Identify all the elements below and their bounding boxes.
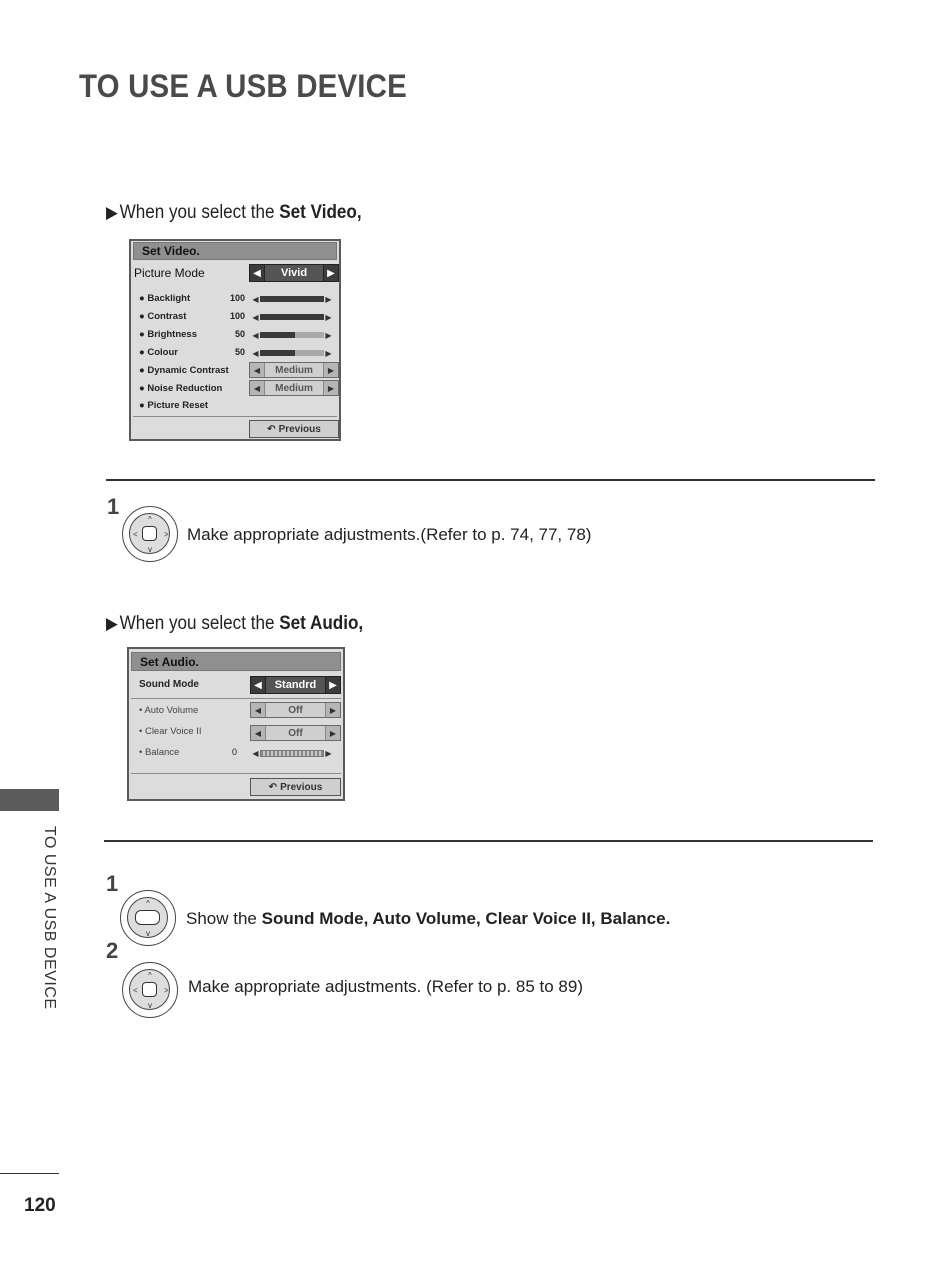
chapter-tab	[0, 789, 59, 811]
right-arrow-icon[interactable]: ▶	[325, 312, 332, 322]
set-audio-menu-title: Set Audio.	[131, 652, 341, 671]
picture-mode-label: Picture Mode	[134, 266, 205, 280]
previous-label: Previous	[280, 781, 323, 793]
right-arrow-icon[interactable]: ▶	[324, 363, 338, 377]
set-audio-step1-text	[186, 909, 670, 929]
clear-voice-label: • Clear Voice II	[139, 726, 202, 737]
sound-mode-label: Sound Mode	[139, 679, 199, 690]
left-arrow-icon[interactable]: ◀	[252, 294, 259, 304]
navigation-pad-icon: ^ v < >	[122, 962, 178, 1018]
balance-slider[interactable]	[251, 748, 333, 758]
set-audio-menu	[127, 647, 345, 801]
set-audio-heading-bold: Set Audio,	[279, 613, 364, 634]
auto-volume-value: Off	[265, 703, 326, 717]
section-divider	[106, 479, 875, 481]
left-arrow-icon[interactable]: ◀	[252, 348, 259, 358]
auto-volume-selector[interactable]	[250, 702, 341, 718]
return-icon: ↶	[267, 423, 276, 435]
navigation-pad-icon: ^ v < >	[122, 506, 178, 562]
set-video-menu-title: Set Video.	[133, 242, 337, 260]
brightness-label: ● Brightness	[139, 329, 197, 340]
previous-label: Previous	[278, 423, 321, 435]
chapter-side-label: TO USE A USB DEVICE	[41, 826, 58, 1010]
slider-fill	[260, 350, 295, 356]
picture-reset-item[interactable]: ● Picture Reset	[139, 400, 209, 411]
sound-mode-selector[interactable]	[250, 676, 341, 694]
colour-slider[interactable]	[251, 348, 333, 358]
right-arrow-icon[interactable]: ▶	[325, 294, 332, 304]
up-down-pad-icon: ^ v	[120, 890, 176, 946]
set-video-heading-prefix: When you select the	[119, 202, 280, 223]
step-number: 1	[107, 494, 120, 519]
colour-value: 50	[234, 347, 245, 357]
previous-button[interactable]	[250, 778, 341, 796]
menu-divider	[133, 416, 337, 417]
slider-fill	[260, 314, 324, 320]
set-audio-step2-text: Make appropriate adjustments. (Refer to p. 85 to 89)	[188, 977, 583, 996]
set-video-menu	[129, 239, 341, 441]
picture-mode-selector[interactable]	[249, 264, 339, 282]
backlight-value: 100	[229, 293, 245, 303]
dynamic-contrast-value: Medium	[264, 363, 324, 377]
footer-rule	[0, 1173, 59, 1174]
page-number: 120	[24, 1195, 56, 1216]
brightness-slider[interactable]	[251, 330, 333, 340]
page-title: TO USE A USB DEVICE	[79, 68, 407, 104]
dynamic-contrast-label: ● Dynamic Contrast	[139, 365, 229, 376]
sound-mode-value: Standrd	[265, 677, 326, 693]
contrast-value: 100	[229, 311, 245, 321]
set-audio-heading-prefix: When you select the	[119, 613, 280, 634]
previous-button[interactable]	[249, 420, 339, 438]
right-arrow-icon[interactable]: ▶	[325, 748, 332, 758]
left-arrow-icon[interactable]: ◀	[250, 363, 264, 377]
left-arrow-icon[interactable]: ◀	[250, 381, 264, 395]
section-divider	[104, 840, 873, 842]
step1-text-prefix: Show the	[186, 909, 262, 928]
set-video-step-text: Make appropriate adjustments.(Refer to p. 74, 77, 78)	[187, 525, 592, 544]
left-arrow-icon[interactable]: ◀	[251, 703, 265, 717]
noise-reduction-value: Medium	[264, 381, 324, 395]
clear-voice-selector[interactable]	[250, 725, 341, 741]
play-arrow-icon: ▶	[106, 203, 118, 222]
balance-value: 0	[231, 747, 237, 757]
backlight-slider[interactable]	[251, 294, 333, 304]
slider-fill	[260, 296, 324, 302]
set-video-heading-bold: Set Video,	[279, 202, 362, 223]
left-arrow-icon[interactable]: ◀	[251, 726, 265, 740]
left-arrow-icon[interactable]: ◀	[252, 330, 259, 340]
menu-divider	[131, 773, 341, 774]
right-arrow-icon[interactable]: ▶	[329, 679, 337, 691]
left-arrow-icon[interactable]: ◀	[252, 312, 259, 322]
noise-reduction-selector[interactable]	[249, 380, 339, 396]
step1-text-bold: Sound Mode, Auto Volume, Clear Voice II, Balance.	[261, 909, 671, 928]
right-arrow-icon[interactable]: ▶	[326, 726, 340, 740]
left-arrow-icon[interactable]: ◀	[252, 748, 259, 758]
contrast-label: ● Contrast	[139, 311, 187, 322]
balance-label: • Balance	[139, 747, 180, 758]
auto-volume-label: • Auto Volume	[139, 705, 199, 716]
contrast-slider[interactable]	[251, 312, 333, 322]
right-arrow-icon[interactable]: ▶	[325, 330, 332, 340]
right-arrow-icon[interactable]: ▶	[327, 267, 335, 279]
menu-divider	[131, 698, 341, 699]
set-video-heading	[106, 202, 362, 224]
noise-reduction-label: ● Noise Reduction	[139, 383, 223, 394]
picture-mode-value: Vivid	[264, 265, 324, 281]
left-arrow-icon[interactable]: ◀	[253, 267, 261, 279]
slider-fill	[260, 332, 295, 338]
play-arrow-icon: ▶	[106, 614, 118, 633]
return-icon: ↶	[268, 781, 278, 793]
right-arrow-icon[interactable]: ▶	[325, 348, 332, 358]
dynamic-contrast-selector[interactable]	[249, 362, 339, 378]
backlight-label: ● Backlight	[139, 293, 191, 304]
right-arrow-icon[interactable]: ▶	[326, 703, 340, 717]
set-audio-heading	[106, 613, 363, 635]
step-number: 1	[106, 871, 119, 896]
clear-voice-value: Off	[265, 726, 326, 740]
right-arrow-icon[interactable]: ▶	[324, 381, 338, 395]
colour-label: ● Colour	[139, 347, 178, 358]
left-arrow-icon[interactable]: ◀	[254, 679, 262, 691]
brightness-value: 50	[234, 329, 245, 339]
step-number: 2	[106, 938, 119, 963]
